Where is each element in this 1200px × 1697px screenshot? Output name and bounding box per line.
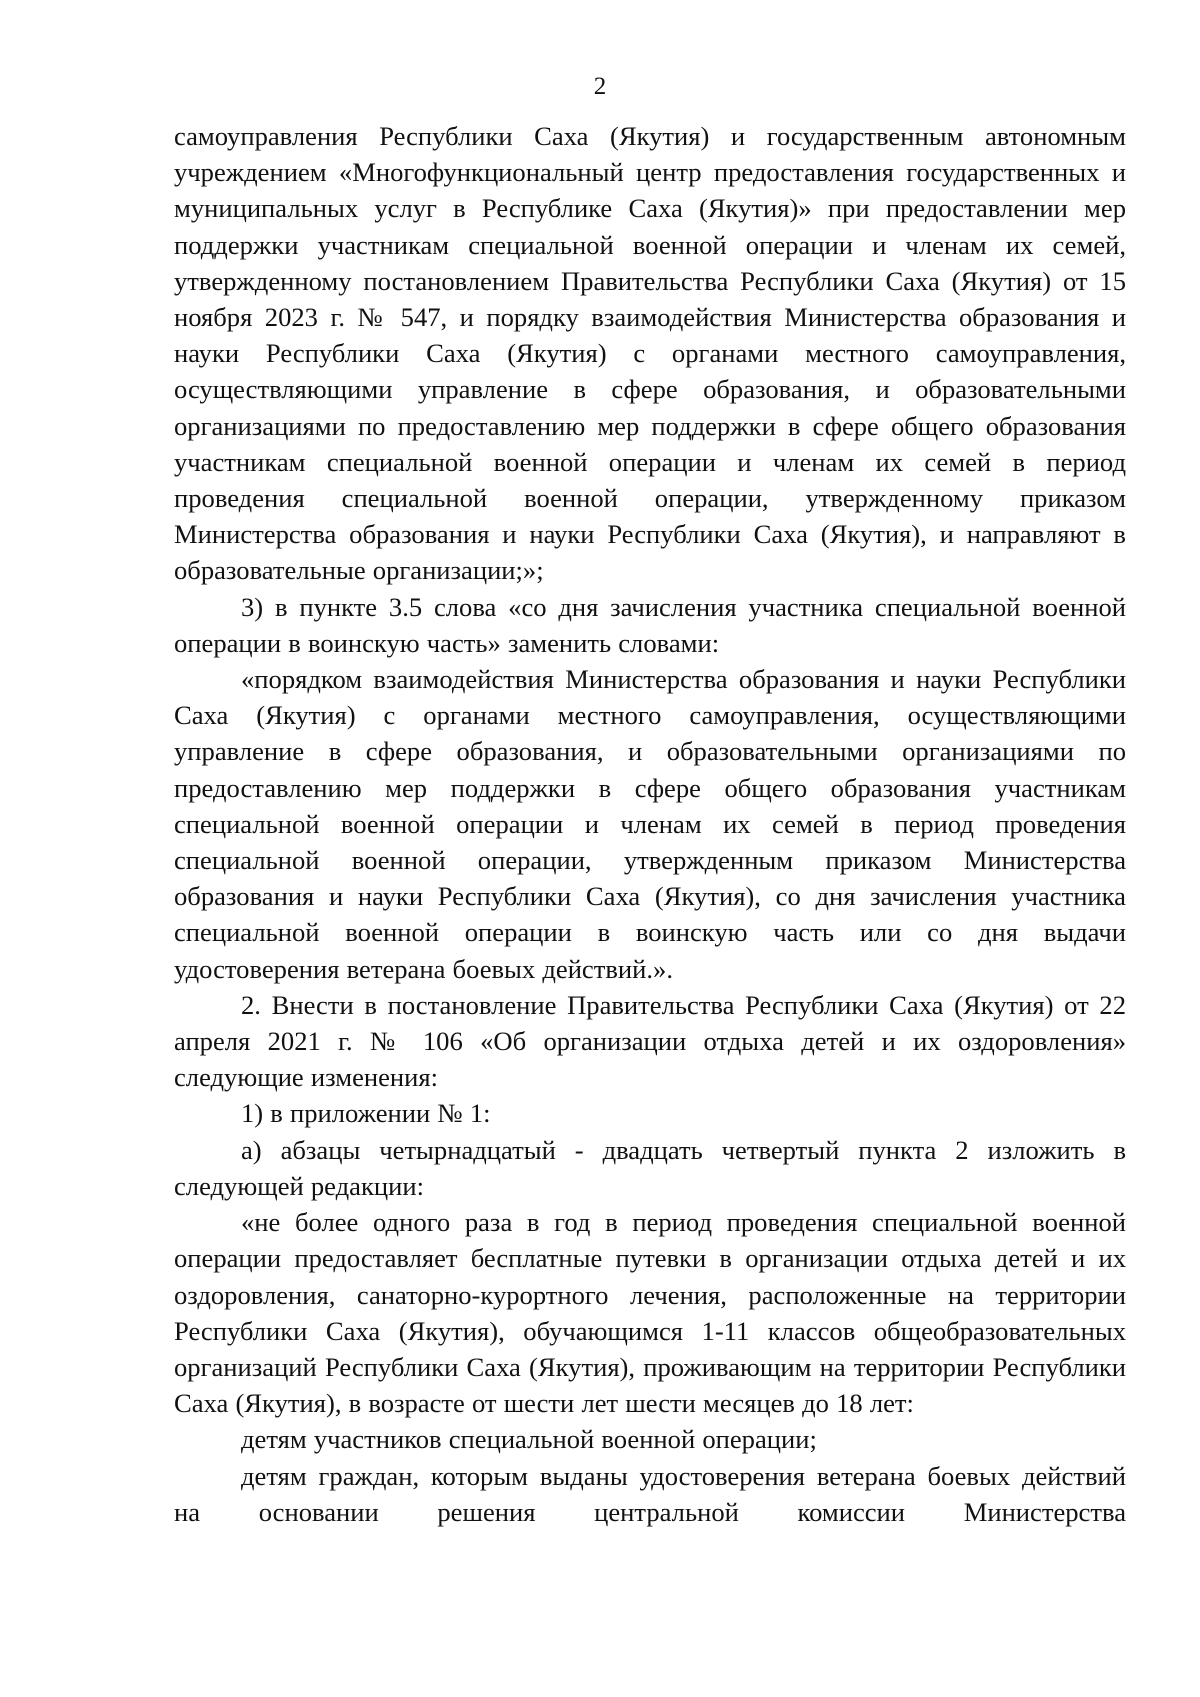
paragraph-continuation: самоуправления Республики Саха (Якутия) и государственным автономным учреждением «Многофункциональный центр предоставления государственных и муниципальных услуг в Республике Саха (Якутия)» при предоставлении мер поддержки участникам специальной военной операции и членам их семей, утвержденному постановлением Правительства Республики Саха (Якутия) от 15 ноября 2023 г. № 547, и порядку взаимодействия Министерства образования и науки Республики Саха (Якутия) с органами местного самоуправления, осуществляющими управление в сфере образования, и образовательными организациями по предоставлению мер поддержки в сфере общего образования участникам специальной военной операции и членам их семей в период проведения специальной военной операции, утвержденному приказом Министерства образования и науки Республики Саха (Якутия), и направляют в образовательные организации;»; [174, 121, 1126, 586]
document-body [174, 118, 1126, 1530]
paragraph-list-entry-1: детям участников специальной военной операции; [241, 1424, 817, 1455]
paragraph-subitem-a: а) абзацы четырнадцатый - двадцать четвертый пункта 2 изложить в следующей редакции: [174, 1134, 1126, 1201]
paragraph-annex-1: 1) в приложении № 1: [241, 1098, 491, 1129]
paragraph-list-entry-2: детям граждан, которым выданы удостоверения ветерана боевых действий на основании решения центральной комиссии Министерства [174, 1460, 1126, 1527]
paragraph-quoted-replacement: «порядком взаимодействия Министерства образования и науки Республики Саха (Якутия) с органами местного самоуправления, осуществляющими управление в сфере образования, и образовательными организациями по предоставлению мер поддержки в сфере общего образования участникам специальной военной операции и членам их семей в период проведения специальной военной операции, утвержденным приказом Министерства образования и науки Республики Саха (Якутия), со дня зачисления участника специальной военной операции в воинскую часть или со дня выдачи удостоверения ветерана боевых действий.». [174, 664, 1126, 984]
paragraph-item-3: 3) в пункте 3.5 слова «со дня зачисления участника специальной военной операции в воинскую часть» заменить словами: [174, 591, 1126, 658]
paragraph-quoted-new-text: «не более одного раза в год в период проведения специальной военной операции предоставляет бесплатные путевки в организации отдыха детей и их оздоровления, санаторно-курортного лечения, расположенные на территории Республики Саха (Якутия), обучающимся 1-11 классов общеобразовательных организаций Республики Саха (Якутия), проживающим на территории Республики Саха (Якутия), в возрасте от шести лет шести месяцев до 18 лет: [174, 1207, 1126, 1419]
page-number: 2 [593, 73, 607, 100]
paragraph-item-2: 2. Внести в постановление Правительства Республики Саха (Якутия) от 22 апреля 2021 г. № 106 «Об организации отдыха детей и их оздоровления» следующие изменения: [174, 989, 1126, 1093]
